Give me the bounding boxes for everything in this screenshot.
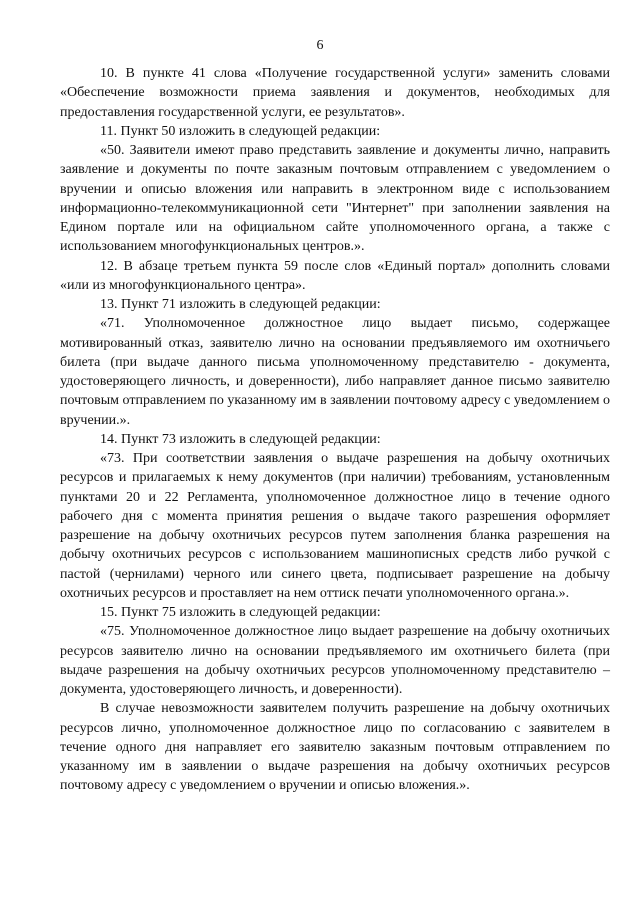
paragraph-item-11-heading: 11. Пункт 50 изложить в следующей редакции:: [100, 123, 381, 139]
paragraph-clause-73: «73. При соответствии заявления о выдаче разрешения на добычу охотничьих ресурсов и прилагаемых к нему документов (при наличии) требованиям, установленным пунктами 20 и 22 Регламента, уполномоченное должностное лицо в течение одного рабочего дня с момента принятия решения о выдаче такого разрешения оформляет разрешение на добычу охотничьих ресурсов путем заполнения бланка разрешения на добычу охотничьих ресурсов с использованием машинописных средств либо ручкой с пастой (чернилами) черного или синего цвета, подписывает разрешение на добычу охотничьих ресурсов и проставляет на нем оттиск печати уполномоченного органа.».: [60, 451, 610, 601]
paragraph-item-15-heading: 15. Пункт 75 изложить в следующей редакции:: [100, 605, 381, 620]
paragraph-clause-75: «75. Уполномоченное должностное лицо выдает разрешение на добычу охотничьих ресурсов заявителю лично на основании предъявляемого им охотничьего билета (при выдаче разрешения на добычу охотничьих ресурсов уполномоченному представителю – документа, удостоверяющего личность, и доверенности).: [60, 624, 610, 697]
document-body: [60, 64, 610, 796]
page-number: 6: [316, 38, 324, 53]
paragraph-item-13-heading: 13. Пункт 71 изложить в следующей редакции:: [100, 297, 381, 312]
paragraph-item-12: 12. В абзаце третьем пункта 59 после слов «Единый портал» дополнить словами «или из многофункционального центра».: [60, 258, 610, 293]
paragraph-clause-71: «71. Уполномоченное должностное лицо выдает письмо, содержащее мотивированный отказ, заявителю лично на основании предъявляемого им охотничьего билета (при выдаче данного письма уполномоченному представителю - документа, удостоверяющего личность, и доверенности), либо направляет данное письмо заявителю почтовым отправлением по указанному им в заявлении почтовому адресу с уведомлением о вручении.».: [60, 316, 610, 428]
paragraph-clause-75-continued: В случае невозможности заявителем получить разрешение на добычу охотничьих ресурсов лично, уполномоченное должностное лицо по согласованию с заявителем в течение одного дня направляет его заявителю заказным почтовым отправлением по указанному им в заявлении о выдаче разрешения на добычу охотничьих ресурсов почтовому адресу с уведомлением о вручении и описью вложения.».: [60, 701, 610, 794]
paragraph-item-14-heading: 14. Пункт 73 изложить в следующей редакции:: [100, 431, 381, 447]
paragraph-clause-50: «50. Заявители имеют право представить заявление и документы лично, направить заявление и документы по почте заказным почтовым отправлением с уведомлением о вручении и описью вложения или направить в электронном виде с использованием информационно-телекоммуникационной сети "Интернет" при заполнении заявления на Едином портале или на официальном сайте уполномоченного органа, а также с использованием многофункциональных центров.».: [60, 143, 610, 255]
paragraph-item-10: 10. В пункте 41 слова «Получение государственной услуги» заменить словами «Обеспечение возможности приема заявления и документов, необходимых для предоставления государственной услуги, ее результатов».: [60, 66, 610, 120]
